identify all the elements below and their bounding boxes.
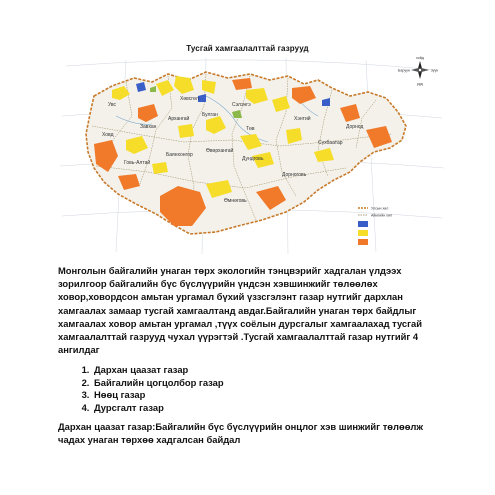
place-label: Ховд: [102, 132, 114, 138]
closing-paragraph: [58, 420, 436, 446]
intro-paragraph: [58, 264, 436, 356]
legend-swatch-orange: [358, 239, 368, 245]
place-label: Дорноговь: [282, 172, 307, 178]
place-label: Төв: [246, 126, 255, 132]
category-list: [58, 364, 224, 414]
legend-label: Аймгийн хил: [371, 213, 393, 218]
compass-south-label: урд: [417, 82, 423, 86]
place-label: Булган: [202, 112, 218, 118]
list-item: 2. Байгалийн цогцолбор газар: [92, 377, 224, 390]
list-item: 1. Дархан цаазат газар: [92, 364, 224, 377]
place-label: Баянхонгор: [166, 152, 193, 158]
place-label: Сэлэнгэ: [232, 102, 251, 108]
place-label: Сүхбаатар: [318, 140, 343, 146]
list-item: 4. Дурсгалт газар: [92, 402, 224, 415]
place-label: Өмнөговь: [224, 198, 247, 204]
place-label: Дундговь: [242, 156, 264, 162]
place-label: Өвөрхангай: [206, 148, 234, 154]
compass-east-label: зүүн: [431, 68, 439, 73]
place-label: Хөвсгөл: [180, 96, 199, 102]
legend-swatch-yellow: [358, 230, 368, 236]
compass-west-label: Баруун: [398, 68, 410, 73]
document-title: Тусгай хамгаалалттай газрууд: [186, 44, 309, 53]
place-label: Хэнтий: [294, 116, 311, 122]
place-label: Архангай: [168, 116, 190, 122]
place-label: Говь-Алтай: [124, 160, 151, 166]
compass-rose: [398, 56, 438, 86]
closing-paragraph-text: Дархан цаазат газар:Байгалийн бүс бүслүүрийн онцлог хэв шинжийг төлөөлж чадах унаган төрхөө хадгалсан байдал: [58, 421, 424, 446]
compass-north-label: хойд: [416, 56, 424, 60]
protected-areas-map: [56, 56, 448, 256]
place-label: Увс: [108, 102, 116, 108]
map-svg: [56, 56, 448, 256]
map-legend: [358, 207, 392, 246]
place-label: Дорнод: [346, 124, 364, 130]
place-label: Завхан: [140, 124, 157, 130]
intro-paragraph-text: Монголын байгалийн унаган төрх экологийн тэнцвэрийг хадгалан үлдээх зорилгоор байгалийн бүс бүслүүрийн үндсэн хэвшинжийг төлөөлөх ховор,ховордсон амьтан ургамал бүхий үззсгэлэнт газар нутгийг дархлан хамгаалах замаар тусгай хамгаалтанд авдаг.Байгалийн унаган төрх байдлыг хамгаалах ховор амьтан ургамал ,түүх соёлын дурсгалыг хамгаалахад тусгай хамгаалалттай газрууд чухал үүрэгтэй .Тусгай хамгаалалттай газар нутгийг 4 ангилдаг: [58, 265, 423, 356]
legend-label: Улсын хил: [371, 206, 389, 211]
list-item: 3. Нөөц газар: [92, 389, 224, 402]
legend-swatch-blue: [358, 221, 368, 227]
